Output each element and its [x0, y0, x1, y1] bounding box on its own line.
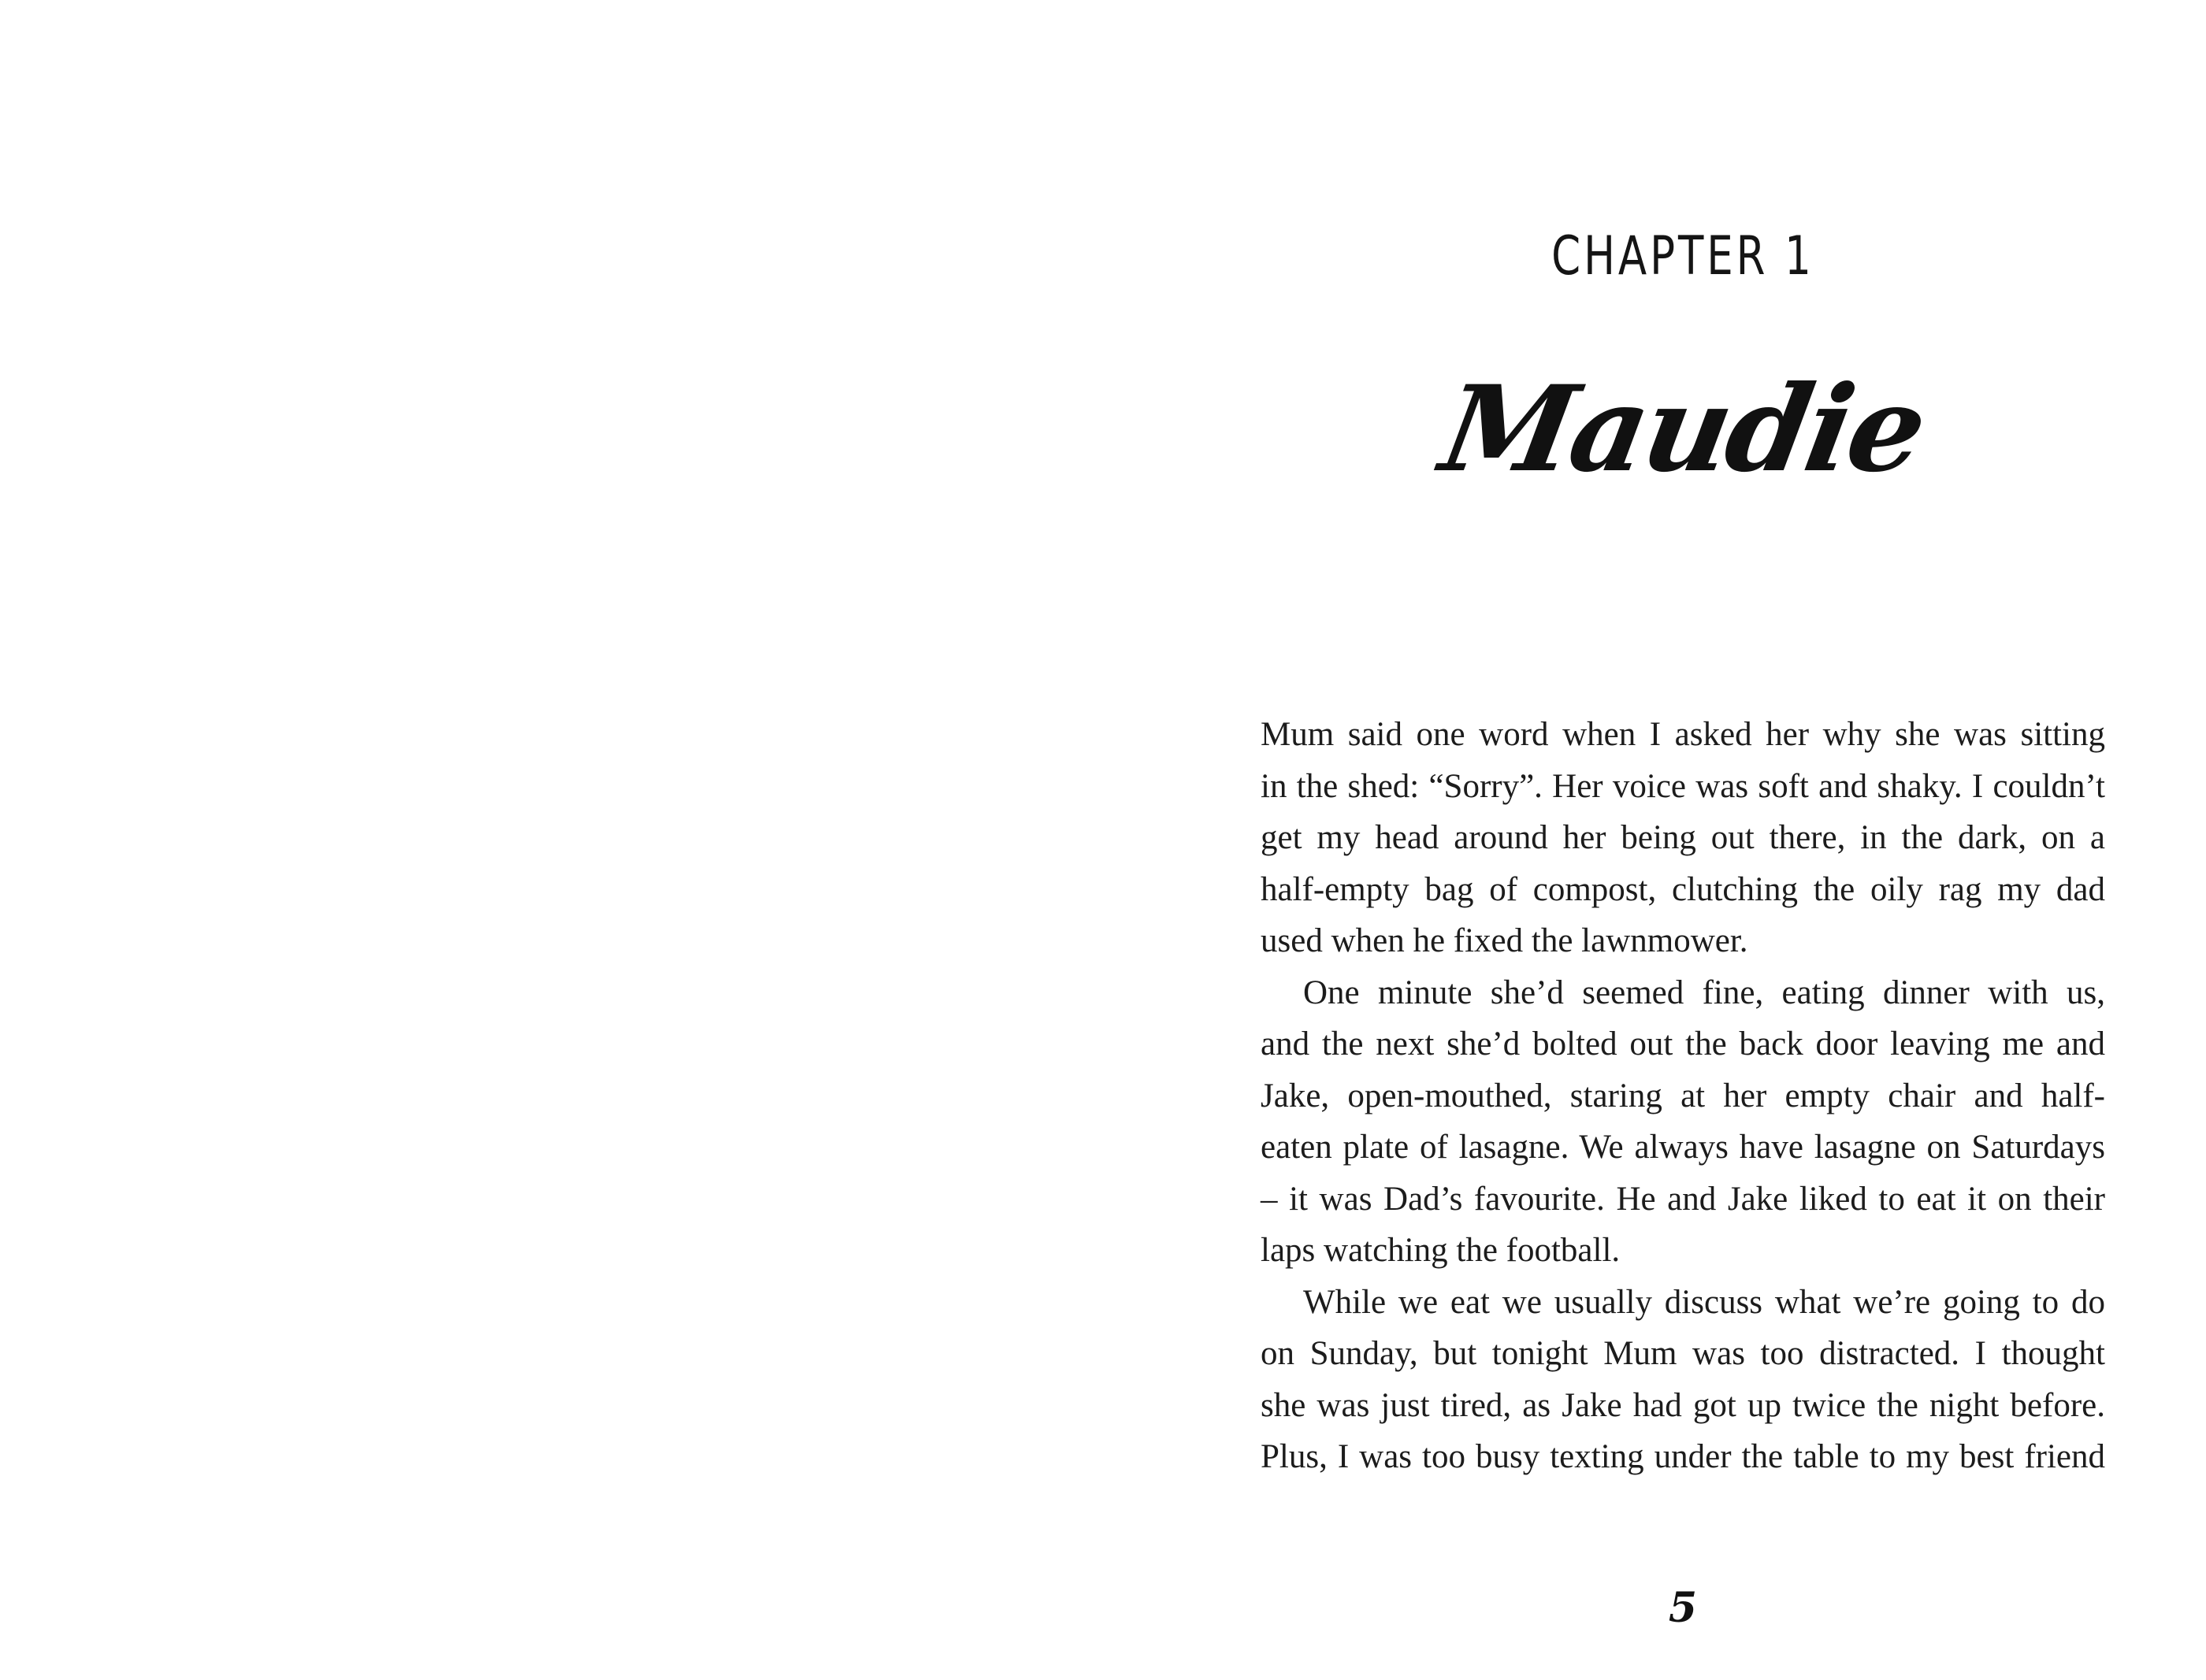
chapter-title: Maudie	[1432, 360, 1934, 499]
text-line: in the shed: “Sorry”. Her voice was soft and shaky. I couldn’t	[1261, 767, 2105, 805]
text-line: While we eat we usually discuss what we’re going to do	[1303, 1283, 2105, 1321]
page-number: 5	[1668, 1584, 1698, 1632]
text-line: laps watching the football.	[1261, 1232, 1621, 1269]
text-line: used when he fixed the lawnmower.	[1261, 922, 1748, 959]
text-line: on Sunday, but tonight Mum was too distracted. I thought	[1261, 1335, 2105, 1372]
text-line: half-empty bag of compost, clutching the oily rag my dad	[1261, 870, 2105, 908]
chapter-label: CHAPTER 1	[1551, 225, 1814, 287]
chapter-body-text	[1261, 709, 2105, 1483]
text-line: Mum said one word when I asked her why she was sitting	[1261, 716, 2105, 753]
text-line: and the next she’d bolted out the back door leaving me and	[1261, 1025, 2105, 1063]
text-line: Plus, I was too busy texting under the table to my best friend	[1261, 1438, 2105, 1475]
text-line: eaten plate of lasagne. We always have lasagne on Saturdays	[1261, 1129, 2105, 1166]
text-line: One minute she’d seemed fine, eating dinner with us,	[1303, 974, 2105, 1011]
text-line: Jake, open-mouthed, staring at her empty chair and half-	[1261, 1077, 2105, 1114]
text-line: she was just tired, as Jake had got up twice the night before.	[1261, 1386, 2105, 1424]
text-line: get my head around her being out there, in the dark, on a	[1261, 819, 2105, 856]
text-line: – it was Dad’s favourite. He and Jake liked to eat it on their	[1261, 1180, 2105, 1218]
